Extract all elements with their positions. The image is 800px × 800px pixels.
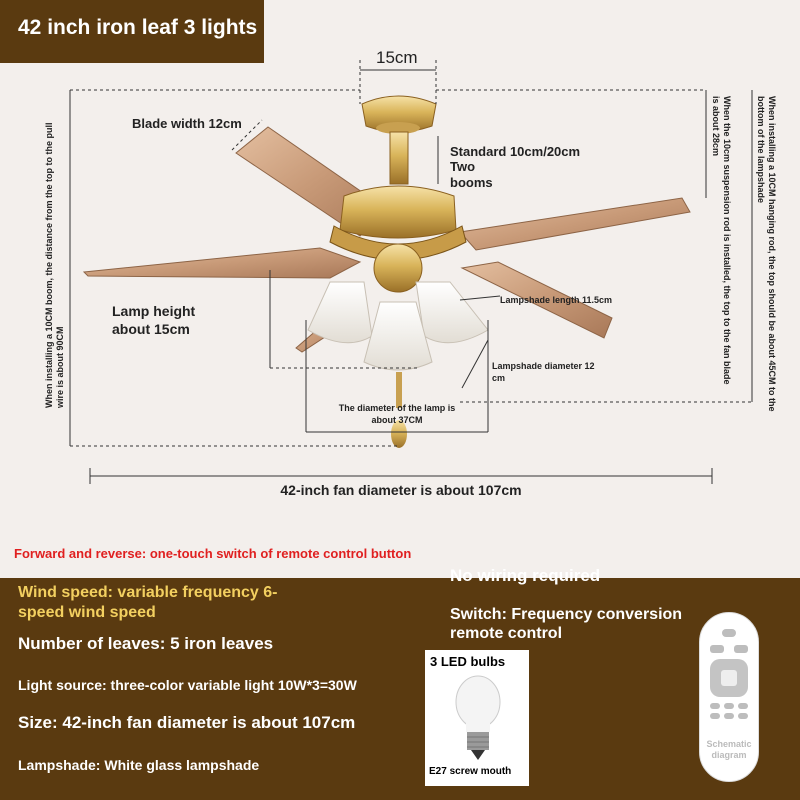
lamp-diameter-label-1: The diameter of the lamp is [338,403,456,413]
lamp-height-label-2: about 15cm [112,321,190,337]
bulb-card [425,650,529,786]
standard-boom-label: Standard 10cm/20cm [450,144,581,159]
left-vertical-note: When installing a 10CM boom, the distance from the top to the pull wire is about 90CM [44,122,65,408]
fan-diameter-label: 42-inch fan diameter is about 107cm [280,482,522,498]
size-spec: Size: 42-inch fan diameter is about 107cm [18,713,356,732]
forward-reverse-note: Forward and reverse: one-touch switch of remote control button [14,546,412,561]
led-bulb-icon [453,674,503,762]
light-source-spec: Light source: three-color variable light 10W*3=30W [18,677,357,693]
wind-speed-line-2: speed wind speed [18,604,156,621]
lampshade-spec: Lampshade: White glass lampshade [18,757,260,773]
wind-speed-line-1: Wind speed: variable frequency 6- [18,584,278,601]
fan-motor [330,186,466,292]
switch-spec-line-2: remote control [450,625,563,642]
two-booms-label-1: Two [450,159,476,174]
lamp-diameter-label-2: about 37CM [371,415,423,425]
page-title: 42 inch iron leaf 3 lights [18,16,258,39]
fan-canopy [362,96,436,184]
remote-control-illustration [699,612,759,782]
shade-diameter-label-2: cm [492,373,506,383]
right-vertical-note-2: When the 10cm suspension rod is installed, the top to the fan blade is about 28cm [711,96,732,385]
bulbs-label: 3 LED bulbs [430,654,506,669]
shade-length-label: Lampshade length 11.5cm [500,295,613,305]
leaves-spec: Number of leaves: 5 iron leaves [18,634,274,653]
blade-width-label: Blade width 12cm [132,116,242,131]
lamp-height-label-1: Lamp height [112,303,196,319]
shade-diameter-label-1: Lampshade diameter 12 [492,361,595,371]
top-width-label: 15cm [376,48,418,67]
right-vertical-note-1: When installing a 10CM hanging rod, the top should be about 45CM to the bottom of the lampshade [756,96,777,412]
switch-spec-line-1: Switch: Frequency conversion [450,606,683,623]
schematic-label-2: diagram [711,750,747,760]
two-booms-label-2: booms [450,175,493,190]
remote-buttons-icon [708,623,750,723]
schematic-label-1: Schematic [706,739,752,749]
screw-label: E27 screw mouth [429,766,512,777]
no-wiring-note: No wiring required [450,566,601,585]
